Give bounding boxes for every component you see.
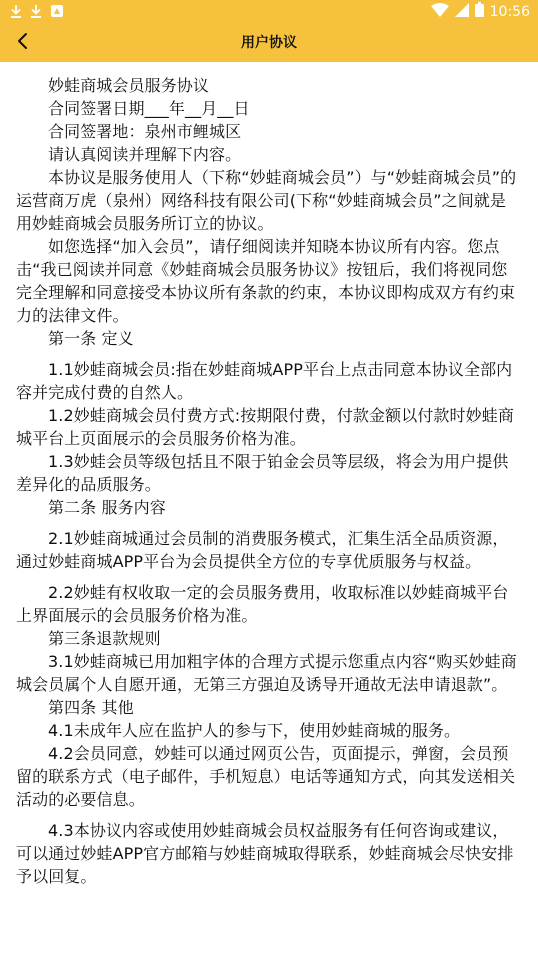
wifi-icon xyxy=(431,3,449,21)
agreement-clause: 4.3本协议内容或使用妙蛙商城会员权益服务有任何咨询或建议，可以通过妙蛙APP官方邮箱与妙蛙商城取得联系，妙蛙商城会尽快安排予以回复。 xyxy=(16,821,514,886)
agreement-clause: 2.2妙蛙有权收取一定的会员服务费用，收取标准以妙蛙商城平台上界面展示的会员服务价格为准。 xyxy=(16,583,509,625)
download-icon xyxy=(30,3,42,23)
agreement-paragraph: 本协议是服务使用人（下称“妙蛙商城会员”）与“妙蛙商城会员”的运营商万虎（泉州）网络科技有限公司(下称“妙蛙商城会员”之间就是用妙蛙商城会员服务所订立的协议。 xyxy=(16,168,517,233)
status-bar xyxy=(0,0,538,24)
agreement-content[interactable] xyxy=(0,62,538,954)
signal-icon xyxy=(455,3,469,21)
agreement-clause: 4.1未成年人应在监护人的参与下，使用妙蛙商城的服务。 xyxy=(48,721,461,740)
section-heading: 第三条退款规则 xyxy=(48,629,161,648)
status-right-icons xyxy=(431,2,530,21)
back-button[interactable] xyxy=(6,26,40,60)
page-title: 用户协议 xyxy=(241,35,297,51)
read-notice: 请认真阅读并理解下内容。 xyxy=(48,145,242,164)
agreement-clause: 1.1妙蛙商城会员:指在妙蛙商城APP平台上点击同意本协议全部内容并完成付费的自然人。 xyxy=(16,360,513,402)
agreement-paragraph: 如您选择“加入会员”，请仔细阅读并知晓本协议所有内容。您点击“我已阅读并同意《妙蛙商城会员服务协议》按钮后，我们将视同您完全理解和同意接受本协议所有条款的约束，本协议即构成双方有约束力的法律文件。 xyxy=(16,237,516,325)
contract-place: 合同签署地：泉州市鲤城区 xyxy=(48,122,242,141)
section-heading: 第四条 其他 xyxy=(48,698,134,717)
agreement-clause: 2.1妙蛙商城通过会员制的消费服务模式，汇集生活全品质资源，通过妙蛙商城APP平台为会员提供全方位的专享优质服务与权益。 xyxy=(16,529,509,571)
back-chevron-icon xyxy=(16,32,30,54)
agreement-clause: 1.2妙蛙商城会员付费方式:按期限付费，付款金额以付款时妙蛙商城平台上页面展示的会员服务价格为准。 xyxy=(16,406,514,448)
battery-icon xyxy=(475,2,484,21)
section-heading: 第二条 服务内容 xyxy=(48,498,166,517)
section-heading: 第一条 定义 xyxy=(48,329,134,348)
status-left-icons xyxy=(10,3,64,23)
status-time: 10:56 xyxy=(489,3,530,20)
agreement-clause: 4.2会员同意，妙蛙可以通过网页公告，页面提示，弹窗，会员预留的联系方式（电子邮件，手机短息）电话等通知方式，向其发送相关活动的必要信息。 xyxy=(16,744,516,809)
contract-date: 合同签署日期___年__月__日 xyxy=(48,99,250,118)
download-icon xyxy=(10,3,22,23)
app-bar xyxy=(0,24,538,62)
agreement-clause: 3.1妙蛙商城已用加粗字体的合理方式提示您重点内容“购买妙蛙商城会员属个人自愿开通，无第三方强迫及诱导开通故无法申请退款”。 xyxy=(16,652,517,694)
agreement-clause: 1.3妙蛙会员等级包括且不限于铂金会员等层级，将会为用户提供差异化的品质服务。 xyxy=(16,452,509,494)
agreement-title: 妙蛙商城会员服务协议 xyxy=(48,76,210,95)
notification-icon xyxy=(50,3,64,23)
